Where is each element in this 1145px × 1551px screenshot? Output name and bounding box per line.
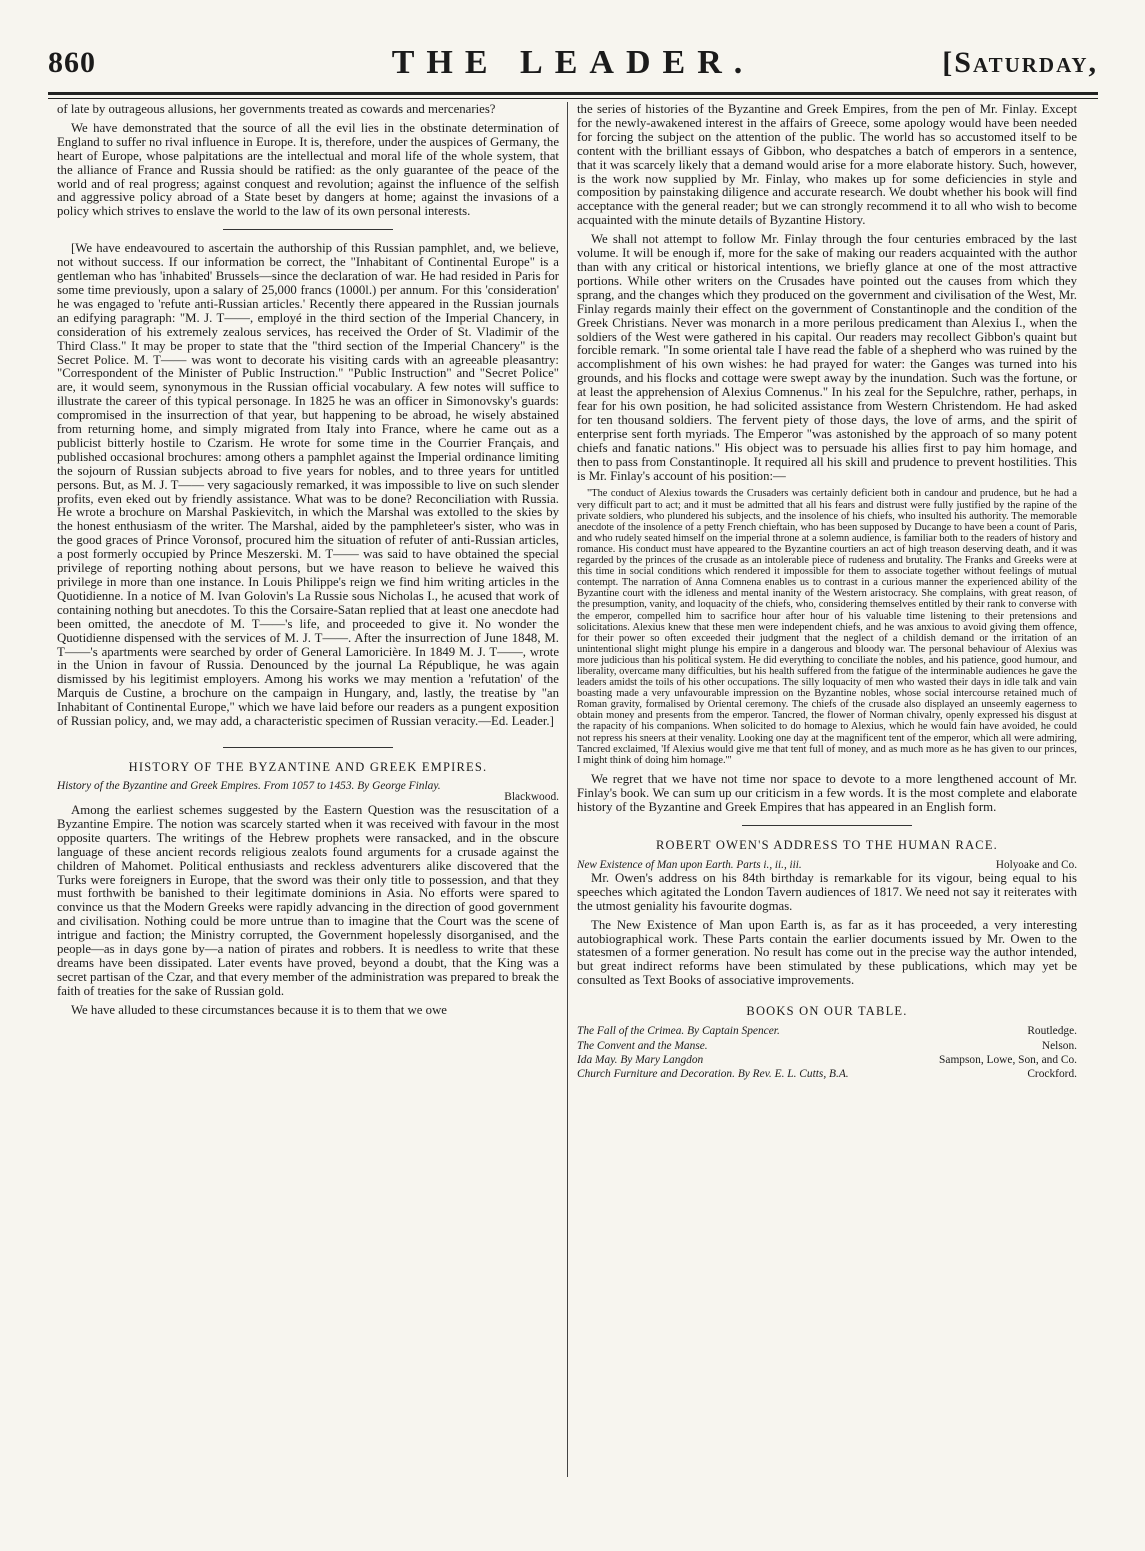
section-divider [223, 747, 393, 748]
article-paragraph: We have alluded to these circumstances because it is to them that we owe [71, 1002, 447, 1017]
left-column [57, 103, 559, 1023]
column-divider [567, 102, 568, 1477]
article-paragraph: We regret that we have not time nor space to devote to a more lengthened account of Mr. Finlay's book. We can sum up our criticism in a few words. It is the most complete and elaborate history of the Byzantine and Greek Empires that has appeared in an English form. [577, 771, 1077, 814]
newspaper-title: THE LEADER. [391, 44, 755, 81]
byline-title: New Existence of Man upon Earth. Parts i., ii., iii. [577, 858, 802, 871]
article-paragraph: Among the earliest schemes suggested by the Eastern Question was the resuscitation of a Byzantine Empire. The notion was scarcely started when it was received with favour in the most opposite quarters. The writings of the Hebrew prophets were ransacked, and in the obscure language of these ancient records religious zealots found arguments for a crusade against the children of Mahomet. Political enthusiasts and reckless adventurers alike discovered that the Turks were foreigners in Europe, that the sword was their only title to possession, and that they must forthwith be banished to their legitimate dominions in Asia. No efforts were spared to convince us that the Modern Greeks were rapidly advancing in the direction of good government and civilisation. Nothing could be more untrue than to imagine that the Court was the scene of intrigue and faction; the Ministry corrupted, the Government hopelessly disorganised, and the people—as in days gone by—a nation of pirates and robbers. It is needless to write that these dreams have been dissipated. Later events have proved, beyond a doubt, that the King was a secret partisan of the Czar, and that every member of the administration was prepared to break the faith of treaties for the sake of Russian gold. [57, 802, 559, 998]
book-entry [577, 1039, 1077, 1053]
book-publisher: Nelson. [1041, 1039, 1077, 1052]
section-title: ROBERT OWEN'S ADDRESS TO THE HUMAN RACE. [655, 837, 998, 852]
book-title: Ida May. By Mary Langdon [577, 1054, 704, 1066]
book-publisher: Sampson, Lowe, Son, and Co. [939, 1054, 1077, 1066]
block-quote: "The conduct of Alexius towards the Crusaders was certainly deficient both in candour and prudence, but he had a very difficult part to act; and it must be admitted that all his fears and distrust were fully justified by the rapine of the private soldiers, who plundered his subjects, and the insolence of his chiefs, who insulted his authority. The memorable anecdote of the insolence of a petty French chieftain, who has been supposed by Ducange to have been a count of Paris, and who rudely seated himself on the imperial throne at a solemn audience, is familiar both to the readers of history and romance. His conduct must have appeared to the Byzantine courtiers an act of high treason deserving death, and it was regarded by the princes of the crusade as an intolerable piece of rudeness and brutality. The Franks and Greeks were at this time in social conditions which rendered it impossible for them to associate together without feelings of mutual contempt. The narration of Anna Comnena enables us to contrast in a curious manner the experienced ability of the Byzantine court with the idleness and mental inanity of the Western aristocracy. She complains, with great reason, of the presumption, vanity, and loquacity of the chiefs, who, considering themselves entitled by their rank to converse with the emperor, compelled him to sacrifice hour after hour of his valuable time listening to their pretensions and solicitations. Alexius knew that these men were independent chiefs, and he was anxious to avoid giving them offence, for their power so often exceeded their judgment that the neglect of a childish demand or the irritation of an unintentional slight might plunge his empire in a dangerous and bloody war. The personal behaviour of Alexius was more judicious than his political system. He did everything to conciliate the nobles, and his patience, good humour, and liberality, overcame many difficulties, but his health suffered from the fatigue of the interminable audiences he gave the leaders amidst the toils of his other occupations. The silly loquacity of men who wasted their days in idle talk and vain boasting made a very unfavourable impression on the Byzantine nobles, whose social intercourse retained much of Roman gravity, formalised by Oriental ceremony. The chiefs of the crusade also displayed an unseemly eagerness to obtain money and presents from the emperor. Tancred, the flower of Norman chivalry, openly expressed his disgust at the rapacity of his companions. When solicited to do homage to Alexius, which he would fain have avoided, he could not repress his sneers at their venality. Looking one day at the magnificent tent of the emperor, which all were admiring, Tancred exclaimed, 'If Alexius would give me that tent full of money, and as much more as he has given to our princes, I might think of doing him homage.'" [577, 488, 1077, 766]
book-title: The Fall of the Crimea. By Captain Spencer. [577, 1025, 780, 1038]
book-entry [577, 1024, 1077, 1038]
page-number: 860 [48, 46, 96, 79]
review-byline [57, 780, 559, 804]
section-title: HISTORY OF THE BYZANTINE AND GREEK EMPIRES. [128, 759, 488, 774]
article-paragraph: We have demonstrated that the source of all the evil lies in the obstinate determination of England to suffer no rival influence in Europe. It is, therefore, under the auspices of Germany, the heart of Europe, whose palpitations are the intellectual and moral life of the whole system, that the alliance of France and Russia should be ratified: as the only guarantee of the peace of the world and of real progress; against conquest and revolution; against the influence of the selfish and aggressive policy abroad of a State beset by dangers at home; against the invasions of a policy which strives to enslave the world to the law of its own personal interests. [57, 120, 559, 219]
byline-publisher: Holyoake and Co. [995, 858, 1077, 871]
book-title: The Convent and the Manse. [577, 1039, 708, 1052]
header-rule-thick [48, 92, 1098, 95]
right-column [577, 103, 1077, 1082]
article-paragraph: We shall not attempt to follow Mr. Finlay through the four centuries embraced by the last volume. It will be enough if, more for the sake of making our readers acquainted with the author than with any critical or historical intentions, we briefly glance at one of the most attractive portions. While other writers on the Crusades have pointed out the causes from which they sprang, and the changes which they produced on the government and civilisation of the West, Mr. Finlay regards mainly their effect on the government of Constantinople and the condition of the Greek Christians. Never was monarch in a more perilous predicament than Alexius I., when the soldiers of the West were gathered in his capital. Our readers may recollect Gibbon's quaint but forcible remark. "In some oriental tale I have read the fable of a shepherd who was ruined by the accomplishment of his own wishes: he had prayed for water: the Ganges was turned into his grounds, and his flocks and cottage were swept away by the inundation. Such was the fortune, or at least the apprehension of Alexius Comnenus." In his zeal for the Sepulchre, rather, perhaps, in fear for his own position, he had solicited assistance from Western Christendom. He had asked for ten thousand soldiers. The fervent piety of those days, the love of arms, and the spirit of enterprise sent forth myriads. The Emperor "was astonished by the approach of so many potent chiefs and fanatic nations." His object was to persuade his allies first to pay him homage, and then to pass from Constantinople. It required all his skill and prudence to prevent hostilities. This is Mr. Finlay's account of his position:— [577, 232, 1077, 483]
article-paragraph: the series of histories of the Byzantine and Greek Empires, from the pen of Mr. Finlay. Except for the newly-awakened interest in the affairs of Greece, some apology would have been needed for forcing the subject on the attention of the public. The world has so accustomed itself to be content with the brilliant essays of Gibbon, who despatches a batch of emperors in a sentence, that it was scarcely likely that a demand would arise for a more elaborate history. Such, however, is the work now supplied by Mr. Finlay, who makes up for some deficiencies in style and composition by painstaking diligence and accurate research. We doubt whether his book will find acceptance with the general reader; but we can strongly recommend it to all who wish to become acquainted with the minute details of Byzantine History. [577, 102, 1077, 228]
book-publisher: Routledge. [1027, 1025, 1077, 1038]
book-publisher: Crockford. [1027, 1068, 1077, 1081]
byline-title: History of the Byzantine and Greek Empires. From 1057 to 1453. By George Finlay. [57, 779, 441, 792]
book-title: Church Furniture and Decoration. By Rev. E. L. Cutts, B.A. [577, 1068, 849, 1081]
review-byline [577, 858, 1077, 872]
article-paragraph: The New Existence of Man upon Earth is, as far as it has proceeded, a very interesting autobiographical work. These Parts contain the earlier documents issued by Mr. Owen to the statesmen of a former generation. No result has come out in the precise way the author intended, but great indirect reforms have been stimulated by these publications, which may yet be consulted as Text Books of associative improvements. [577, 917, 1077, 988]
header-rule-thin [48, 98, 1098, 99]
issue-day: [Saturday, [942, 46, 1098, 79]
books-list [577, 1024, 1077, 1082]
editor-note: [We have endeavoured to ascertain the authorship of this Russian pamphlet, and, we believe, not without success. If our information be correct, the "Inhabitant of Continental Europe" is a gentleman who has 'inhabited' Brussels—since the declaration of war. He had resided in Paris for some time previously, upon a salary of 25,000 francs (1000l.) per annum. For this 'consideration' he was engaged to 'refute anti-Russian articles.' Recently there appeared in the Russian journals an edifying paragraph: "M. J. T——, employé in the third section of the Imperial Chancery, in consideration of his extremely zealous services, has received the Order of St. Vladimir of the Third Class." It may be proper to state that the "third section of the Imperial Chancery" is the Secret Police. M. T—— was wont to decorate his visiting cards with an agreeable pleasantry: "Correspondent of the Minister of Public Instruction." "Public Instruction" and "Secret Police" are, it would seem, synonymous in the Russian official vocabulary. A few notes will suffice to illustrate the career of this typical personage. In 1825 he was an officer in Simonovsky's guards: compromised in the insurrection of that year, but happening to be abroad, he wisely abstained from returning home, and simply migrated from Italy into France, where he came out as a publicist bitterly hostile to Czarism. He wrote for some time in the Courrier Français, and published occasional brochures: among others a pamphlet against the Imperial ordinance limiting the sojourn of Russian subjects abroad to five years for nobles, and to three years for untitled persons. But, as M. J. T—— very sagaciously remarked, it was impossible to live on such slender profits, even eked out by friendly assistance. What was to be done? Reconciliation with Russia. He wrote a brochure on Marshal Paskievitch, in which the Marshal was extolled to the skies by the honest enthusiasm of the writer. The Marshal, aided by the pamphleteer's sister, who was in the good graces of Prince Voronsof, procured him the situation of refuter of anti-Russian articles, a post formerly occupied by Prince Meszerski. M. T—— was said to have obtained the special privilege of reporting nothing about persons, but we have reason to believe he waived this privilege in more than one instance. In Louis Philippe's reign we find him writing articles in the Quotidienne. In a notice of M. Ivan Golovin's La Russie sous Nicholas I., he acused that work of containing nothing but anecdotes. To this the Corsaire-Satan replied that at least one anecdote had been omitted, the anecdote of M. T——'s life, and proceeded to give it. No wonder the Quotidienne dispensed with the services of M. J. T——. After the insurrection of June 1848, M. T——'s apartments were searched by order of General Lamoricière. In 1849 M. J. T——, wrote in the Union in favour of Russia. Denounced by the journal La République, he was again dismissed by his legitimist employers. Among his works we may mention a 'refutation' of the Marquis de Custine, a brochure on the campaign in Hungary, and, lastly, the treatise by "an Inhabitant of Continental Europe," which we have laid before our readers as a pungent exposition of Russian policy, and, we may add, a characteristic specimen of Russian veracity.—Ed. Leader.] [57, 241, 559, 729]
masthead [48, 44, 1098, 88]
section-divider [742, 825, 912, 826]
byline-publisher: Blackwood. [504, 790, 559, 803]
article-paragraph: of late by outrageous allusions, her governments treated as cowards and mercenaries? [57, 102, 496, 116]
section-title: BOOKS ON OUR TABLE. [746, 1004, 908, 1019]
section-divider [223, 229, 393, 230]
article-paragraph: Mr. Owen's address on his 84th birthday is remarkable for its vigour, being equal to his speeches which agitated the London Tavern audiences of 1817. We need not say it reiterates with the utmost geniality his favourite dogmas. [577, 870, 1077, 913]
book-entry [577, 1053, 1077, 1067]
book-entry [577, 1067, 1077, 1081]
